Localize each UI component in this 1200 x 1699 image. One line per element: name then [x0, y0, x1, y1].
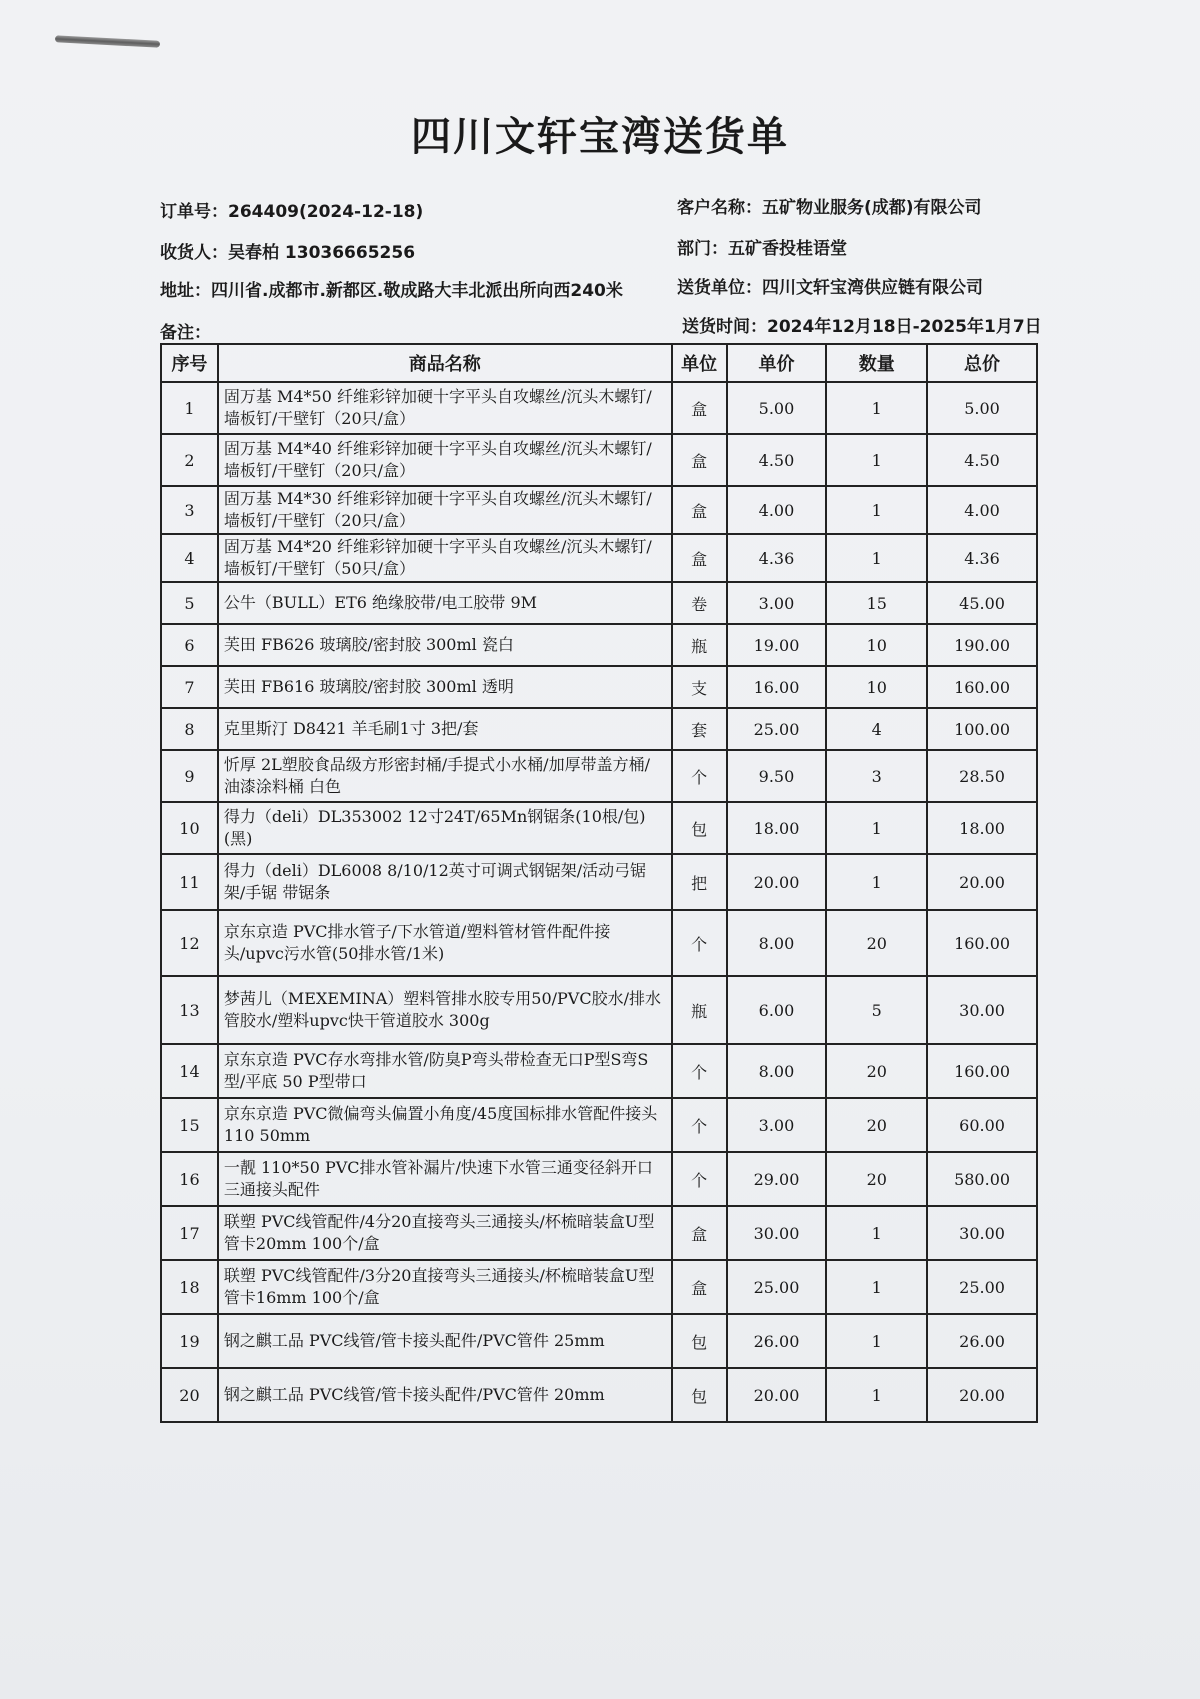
quantity: 20: [826, 910, 927, 976]
total-price: 28.50: [927, 750, 1037, 802]
product-name: 固万基 M4*30 纤维彩锌加硬十字平头自攻螺丝/沉头木螺钉/墙板钉/干壁钉（20只/盒）: [218, 486, 672, 534]
quantity: 10: [826, 666, 927, 708]
header-unit: 单位: [672, 344, 727, 382]
unit-price: 25.00: [727, 1260, 827, 1314]
header-total: 总价: [927, 344, 1037, 382]
unit: 盒: [672, 1260, 727, 1314]
product-name: 固万基 M4*50 纤维彩锌加硬十字平头自攻螺丝/沉头木螺钉/墙板钉/干壁钉（20只/盒）: [218, 382, 672, 434]
unit: 盒: [672, 534, 727, 582]
total-price: 4.00: [927, 486, 1037, 534]
row-number: 3: [161, 486, 218, 534]
table-row: [161, 1098, 1037, 1152]
receiver: 收货人：吴春柏 13036665256: [160, 243, 416, 263]
unit-price: 9.50: [727, 750, 827, 802]
address: 地址：四川省.成都市.新都区.敬成路大丰北派出所向西240米: [160, 281, 623, 301]
quantity: 20: [826, 1152, 927, 1206]
quantity: 1: [826, 854, 927, 910]
product-name: 联塑 PVC线管配件/4分20直接弯头三通接头/杯梳暗装盒U型管卡20mm 100个/盒: [218, 1206, 672, 1260]
unit-price: 25.00: [727, 708, 827, 750]
product-name: 芙田 FB616 玻璃胶/密封胶 300ml 透明: [218, 666, 672, 708]
table-row: [161, 750, 1037, 802]
row-number: 8: [161, 708, 218, 750]
delivery-time: 送货时间：2024年12月18日-2025年1月7日: [682, 317, 1042, 337]
unit: 包: [672, 1368, 727, 1422]
row-number: 5: [161, 582, 218, 624]
quantity: 1: [826, 802, 927, 854]
quantity: 15: [826, 582, 927, 624]
total-price: 190.00: [927, 624, 1037, 666]
total-price: 30.00: [927, 1206, 1037, 1260]
quantity: 1: [826, 1260, 927, 1314]
unit: 个: [672, 910, 727, 976]
table-row: [161, 854, 1037, 910]
unit-price: 4.36: [727, 534, 827, 582]
product-name: 得力（deli）DL353002 12寸24T/65Mn钢锯条(10根/包)(黑): [218, 802, 672, 854]
quantity: 3: [826, 750, 927, 802]
quantity: 5: [826, 976, 927, 1044]
total-price: 160.00: [927, 666, 1037, 708]
product-name: 克里斯汀 D8421 羊毛刷1寸 3把/套: [218, 708, 672, 750]
header-qty: 数量: [826, 344, 927, 382]
table-row: [161, 382, 1037, 434]
row-number: 9: [161, 750, 218, 802]
row-number: 7: [161, 666, 218, 708]
quantity: 20: [826, 1098, 927, 1152]
total-price: 160.00: [927, 1044, 1037, 1098]
unit: 卷: [672, 582, 727, 624]
unit-price: 3.00: [727, 582, 827, 624]
row-number: 17: [161, 1206, 218, 1260]
unit: 个: [672, 1152, 727, 1206]
unit: 个: [672, 1044, 727, 1098]
quantity: 1: [826, 1206, 927, 1260]
total-price: 160.00: [927, 910, 1037, 976]
table-row: [161, 1206, 1037, 1260]
table-row: [161, 1260, 1037, 1314]
row-number: 19: [161, 1314, 218, 1368]
unit: 瓶: [672, 624, 727, 666]
product-name: 一靓 110*50 PVC排水管补漏片/快速下水管三通变径斜开口三通接头配件: [218, 1152, 672, 1206]
row-number: 12: [161, 910, 218, 976]
product-name: 联塑 PVC线管配件/3分20直接弯头三通接头/杯梳暗装盒U型管卡16mm 100个/盒: [218, 1260, 672, 1314]
document-title: 四川文轩宝湾送货单: [411, 114, 789, 160]
unit-price: 18.00: [727, 802, 827, 854]
table-row: [161, 666, 1037, 708]
row-number: 10: [161, 802, 218, 854]
total-price: 4.50: [927, 434, 1037, 486]
unit-price: 26.00: [727, 1314, 827, 1368]
total-price: 18.00: [927, 802, 1037, 854]
product-name: 梦茜儿（MEXEMINA）塑料管排水胶专用50/PVC胶水/排水管胶水/塑料upvc快干管道胶水 300g: [218, 976, 672, 1044]
total-price: 4.36: [927, 534, 1037, 582]
quantity: 1: [826, 382, 927, 434]
unit: 套: [672, 708, 727, 750]
unit-price: 30.00: [727, 1206, 827, 1260]
total-price: 20.00: [927, 1368, 1037, 1422]
table-row: [161, 624, 1037, 666]
unit-price: 4.00: [727, 486, 827, 534]
row-number: 11: [161, 854, 218, 910]
table-row: [161, 1152, 1037, 1206]
table-row: [161, 708, 1037, 750]
row-number: 15: [161, 1098, 218, 1152]
table-row: [161, 434, 1037, 486]
unit: 瓶: [672, 976, 727, 1044]
header-price: 单价: [727, 344, 827, 382]
total-price: 25.00: [927, 1260, 1037, 1314]
unit-price: 4.50: [727, 434, 827, 486]
table-row: [161, 486, 1037, 534]
unit-price: 29.00: [727, 1152, 827, 1206]
unit: 盒: [672, 434, 727, 486]
row-number: 1: [161, 382, 218, 434]
quantity: 10: [826, 624, 927, 666]
row-number: 20: [161, 1368, 218, 1422]
total-price: 30.00: [927, 976, 1037, 1044]
quantity: 1: [826, 1368, 927, 1422]
product-name: 京东京造 PVC微偏弯头偏置小角度/45度国标排水管配件接头110 50mm: [218, 1098, 672, 1152]
department: 部门：五矿香投桂语堂: [677, 239, 847, 259]
unit: 个: [672, 750, 727, 802]
unit: 包: [672, 1314, 727, 1368]
total-price: 20.00: [927, 854, 1037, 910]
supplier: 送货单位：四川文轩宝湾供应链有限公司: [677, 278, 983, 298]
total-price: 60.00: [927, 1098, 1037, 1152]
total-price: 5.00: [927, 382, 1037, 434]
quantity: 20: [826, 1044, 927, 1098]
unit: 包: [672, 802, 727, 854]
header-name: 商品名称: [218, 344, 672, 382]
table-row: [161, 1314, 1037, 1368]
unit: 盒: [672, 486, 727, 534]
table-row: [161, 802, 1037, 854]
quantity: 1: [826, 1314, 927, 1368]
row-number: 2: [161, 434, 218, 486]
table-row: [161, 976, 1037, 1044]
unit: 把: [672, 854, 727, 910]
unit: 盒: [672, 1206, 727, 1260]
row-number: 16: [161, 1152, 218, 1206]
total-price: 580.00: [927, 1152, 1037, 1206]
quantity: 1: [826, 434, 927, 486]
unit-price: 20.00: [727, 1368, 827, 1422]
product-name: 京东京造 PVC存水弯排水管/防臭P弯头带检查无口P型S弯S型/平底 50 P型带口: [218, 1044, 672, 1098]
table-row: [161, 1044, 1037, 1098]
row-number: 13: [161, 976, 218, 1044]
product-name: 公牛（BULL）ET6 绝缘胶带/电工胶带 9M: [218, 582, 672, 624]
quantity: 1: [826, 486, 927, 534]
row-number: 6: [161, 624, 218, 666]
table-row: [161, 582, 1037, 624]
product-name: 忻厚 2L塑胶食品级方形密封桶/手提式小水桶/加厚带盖方桶/油漆涂料桶 白色: [218, 750, 672, 802]
unit-price: 6.00: [727, 976, 827, 1044]
total-price: 45.00: [927, 582, 1037, 624]
product-name: 固万基 M4*40 纤维彩锌加硬十字平头自攻螺丝/沉头木螺钉/墙板钉/干壁钉（20只/盒）: [218, 434, 672, 486]
unit-price: 5.00: [727, 382, 827, 434]
row-number: 18: [161, 1260, 218, 1314]
unit-price: 20.00: [727, 854, 827, 910]
table-row: [161, 1368, 1037, 1422]
product-name: 固万基 M4*20 纤维彩锌加硬十字平头自攻螺丝/沉头木螺钉/墙板钉/干壁钉（50只/盒）: [218, 534, 672, 582]
remark: 备注：: [160, 323, 211, 343]
order-number: 订单号：264409(2024-12-18): [160, 202, 424, 222]
items-table: [160, 343, 1038, 1423]
quantity: 4: [826, 708, 927, 750]
unit-price: 8.00: [727, 910, 827, 976]
table-row: [161, 534, 1037, 582]
unit-price: 3.00: [727, 1098, 827, 1152]
header-no: 序号: [161, 344, 218, 382]
unit: 个: [672, 1098, 727, 1152]
staple-mark: [55, 35, 160, 47]
product-name: 芙田 FB626 玻璃胶/密封胶 300ml 瓷白: [218, 624, 672, 666]
product-name: 钢之麒工品 PVC线管/管卡接头配件/PVC管件 20mm: [218, 1368, 672, 1422]
row-number: 14: [161, 1044, 218, 1098]
unit: 盒: [672, 382, 727, 434]
quantity: 1: [826, 534, 927, 582]
table-row: [161, 910, 1037, 976]
product-name: 钢之麒工品 PVC线管/管卡接头配件/PVC管件 25mm: [218, 1314, 672, 1368]
total-price: 26.00: [927, 1314, 1037, 1368]
unit-price: 19.00: [727, 624, 827, 666]
customer-name: 客户名称：五矿物业服务(成都)有限公司: [677, 198, 982, 218]
product-name: 京东京造 PVC排水管子/下水管道/塑料管材管件配件接头/upvc污水管(50排水管/1米): [218, 910, 672, 976]
unit: 支: [672, 666, 727, 708]
unit-price: 16.00: [727, 666, 827, 708]
unit-price: 8.00: [727, 1044, 827, 1098]
product-name: 得力（deli）DL6008 8/10/12英寸可调式钢锯架/活动弓锯架/手锯 带锯条: [218, 854, 672, 910]
row-number: 4: [161, 534, 218, 582]
table-header-row: [161, 344, 1037, 382]
total-price: 100.00: [927, 708, 1037, 750]
